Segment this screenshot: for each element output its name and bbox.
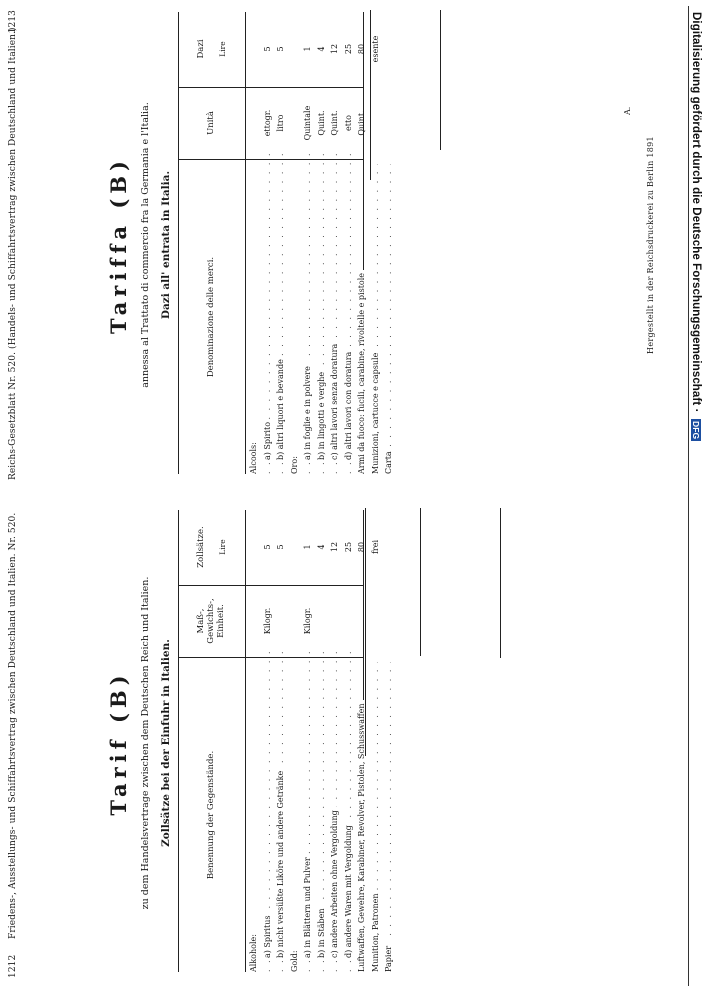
row-label: Armi da fuoco: fucili, carabine, rivoltelle e pistole: [357, 270, 366, 474]
row-rate: 5: [262, 544, 272, 550]
table-row: [384, 510, 398, 972]
header-rate: [179, 509, 245, 586]
table-row: [371, 510, 385, 972]
row-unit: Quint.: [330, 110, 339, 136]
row-unit: Quintale: [303, 105, 312, 141]
table-row: [384, 12, 398, 474]
row-rate: 5: [276, 46, 285, 52]
table-row: [357, 12, 371, 474]
row-unit: Quint.: [357, 110, 366, 136]
table-row: [303, 510, 317, 972]
tariff-title-italian: Tariffa (B): [106, 156, 131, 334]
table-row: [249, 510, 263, 972]
header-unit: Maß-, Gewichts-, Einheit.: [179, 585, 245, 658]
row-rate: 80: [357, 541, 366, 553]
table-row: [276, 12, 290, 474]
row-label: b) nicht versüßte Liköre und andere Getränke: [276, 768, 285, 958]
table-row: [249, 12, 263, 474]
row-label: Papier: [384, 943, 393, 972]
tariff-subtitle-german: zu dem Handelsvertrage zwischen dem Deutschen Reich und Italien.: [140, 576, 151, 910]
row-rate: 1: [303, 544, 312, 550]
row-label: Carta: [384, 448, 393, 474]
header-rate-unit: Lire: [217, 539, 227, 555]
row-rate: 5: [276, 544, 285, 550]
rule-line: [500, 508, 501, 658]
row-label: Gold:: [290, 947, 299, 972]
row-rate: 12: [330, 541, 339, 553]
table-row: [263, 510, 277, 972]
dfg-credit-strip: [688, 6, 707, 986]
row-label: Luftwaffen, Gewehre, Karabiner, Revolver, Pistolen, Schusswaffen: [357, 700, 366, 972]
table-row: [276, 510, 290, 972]
row-label: Munition, Patronen: [371, 890, 380, 972]
table-body: [249, 12, 398, 474]
row-rate: 80: [357, 43, 366, 55]
section-heading-italian: Dazi all' entrata in Italia.: [160, 170, 172, 320]
table-row: [371, 12, 385, 474]
rule-line: [370, 10, 371, 180]
row-rate: 12: [330, 43, 339, 55]
tariff-title-german: Tarif (B): [106, 670, 131, 816]
rule-line: [440, 10, 441, 150]
table-row: [303, 12, 317, 474]
row-rate: 1: [303, 46, 312, 52]
row-unit: Kilogr.: [303, 607, 312, 635]
dfg-logo: DFG: [691, 420, 701, 440]
tariff-table-german: [178, 510, 393, 972]
running-head-right: [8, 10, 18, 480]
row-label: Alkohole:: [249, 931, 258, 972]
header-rate-label: Dazi: [195, 39, 206, 59]
row-unit: Quint.: [316, 110, 326, 136]
page-number-right: 1213: [8, 10, 18, 34]
table-row: [263, 12, 277, 474]
table-row: [317, 12, 331, 474]
table-row: [330, 12, 344, 474]
row-label: d) altri lavori con doratura: [344, 349, 353, 460]
table-row: [344, 510, 358, 972]
row-rate: 4: [316, 46, 326, 52]
row-rate: 25: [343, 43, 353, 55]
row-unit: etto: [343, 115, 353, 131]
header-rate-label: Zollsätze.: [195, 526, 206, 568]
row-label: a) Spirito: [263, 419, 272, 460]
row-unit: ettogr.: [262, 109, 272, 137]
table-row: [290, 12, 304, 474]
row-label: b) in Stäben: [317, 905, 326, 958]
running-head-text-right: Reichs-Gesetzblatt Nr. 520. (Handels- und Schiffahrtsvertrag zwischen Deutschland und Italien.): [8, 27, 18, 480]
row-unit: Kilogr.: [262, 607, 272, 635]
header-unit: Unità: [179, 87, 245, 160]
row-rate: 4: [316, 544, 326, 550]
header-designation: Denominazione delle merci.: [206, 256, 217, 378]
row-label: c) altri lavori senza doratura: [330, 341, 339, 460]
table-row: [330, 510, 344, 972]
table-row: [357, 510, 371, 972]
table-header: [179, 12, 246, 474]
german-tariff-page: [0, 508, 690, 978]
row-rate: 25: [343, 541, 353, 553]
table-row: [290, 510, 304, 972]
row-rate: 5: [262, 46, 272, 52]
running-head-text-left: Friedens-, Ausstellungs- und Schiffahrtsvertrag zwischen Deutschland und Italien. Nr. 520.: [8, 512, 18, 940]
row-label: b) altri liquori e bevande: [276, 356, 285, 460]
table-body: [249, 510, 398, 972]
row-label: Alcools:: [249, 439, 258, 474]
table-header: [179, 510, 246, 972]
dfg-credit-text: Digitalisierung gefördert durch die Deutsche Forschungsgemeinschaft: [690, 12, 702, 406]
row-label: b) in lingotti e verghe: [317, 369, 326, 460]
table-row: [344, 12, 358, 474]
row-label: Munizioni, cartucce e capsule: [371, 350, 380, 474]
italian-tariff-page: [0, 10, 690, 480]
table-row: [317, 510, 331, 972]
rule-line: [420, 508, 421, 656]
row-unit: litro: [276, 114, 285, 132]
rule-line: [365, 508, 366, 756]
row-rate: esente: [370, 35, 380, 63]
printer-imprint: Hergestellt in der Reichsdruckerei zu Berlin 1891: [646, 136, 655, 354]
row-label: d) andere Waren mit Vergoldung: [344, 822, 353, 958]
row-label: a) in foglie e in polvere: [303, 363, 312, 460]
row-label: c) andere Arbeiten ohne Vergoldung: [330, 807, 339, 958]
header-designation: Benennung der Gegenstände.: [206, 750, 217, 880]
running-head-left: [8, 508, 18, 978]
dfg-credit: Digitalisierung gefördert durch die Deutsche Forschungsgemeinschaft · DFG: [690, 12, 702, 440]
header-rate: [179, 11, 245, 88]
row-label: a) in Blättern und Pulver: [303, 854, 312, 958]
row-rate: frei: [370, 539, 380, 555]
header-rate-unit: Lire: [217, 41, 227, 57]
section-heading-german: Zollsätze bei der Einfuhr in Italien.: [160, 639, 172, 847]
tariff-subtitle-italian: annessa al Trattato di commercio fra la Germania e l'Italia.: [140, 102, 151, 388]
page-number-left: 1212: [8, 954, 18, 978]
row-label: a) Spiritus: [263, 913, 272, 958]
folio-mark: A.: [623, 106, 632, 115]
tariff-table-italian: [178, 12, 393, 474]
row-label: Oro:: [290, 453, 299, 474]
